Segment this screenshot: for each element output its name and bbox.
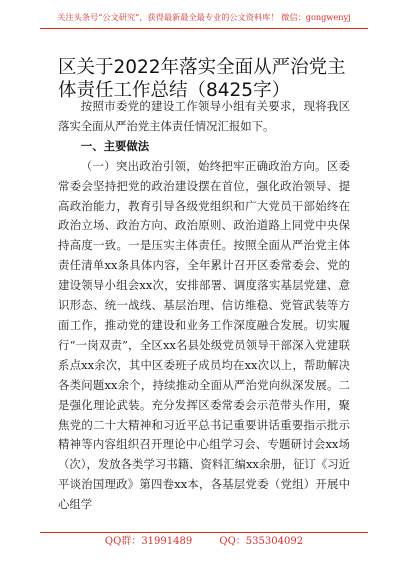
section-heading: 一、主要做法 [80,138,150,153]
footer-divider [40,532,368,533]
document-body [58,97,350,515]
document-title: 区关于2022年落实全面从严治党主体责任工作总结（8425字） [58,57,346,101]
footer-qq-group: QQ群：31991489 [104,536,193,547]
body-paragraph: （一）突出政治引领，始终把牢正确政治方向。区委常委会坚持把党的政治建设摆在首位，强化政治领导、提高政治能力，教育引导各级党组织和广大党员干部始终在政治立场、政治方向、政治原则、政治道路上同党中央保持高度一致。一是压实主体责任。按照全面从严治党主体责任清单xx条具体内容，全年累计召开区委常委会、党的建设领导小组会xx次，安排部署、调度落实基层党建、意识形态、统一战线、基层治理、信访维稳、党管武装等方面工作，推动党的建设和业务工作深度融合发展。切实履行“一岗双责”，全区xx名县处级党员领导干部深入党建联系点xx余次，其中区委班子成员均在xx次以上，帮助解决各类问题xx余个，持续推动全面从严治党向纵深发展。二是强化理论武装。充分发挥区委常委会示范带头作用，聚焦党的二十大精神和习近平总书记重要讲话重要指示批示精神等内容组织召开理论中心组学习会、专题研讨会xx场（次），发放各类学习书籍、资料汇编xx余册，征订《习近平谈治国理政》第四卷xx本，各基层党委（党组）开展中心组学 [58,158,350,512]
header-divider [40,28,368,29]
header-banner: 关注头条号“公文研究”，获得最新最全最专业的公文资料库！ 微信：gongwenyj [57,12,351,22]
footer [40,534,368,550]
footer-qq-contact: QQ：535304092 [219,536,304,547]
intro-paragraph: 按照市委党的建设工作领导小组有关要求，现将我区落实全面从严治党主体责任情况汇报如下。 [58,99,350,133]
